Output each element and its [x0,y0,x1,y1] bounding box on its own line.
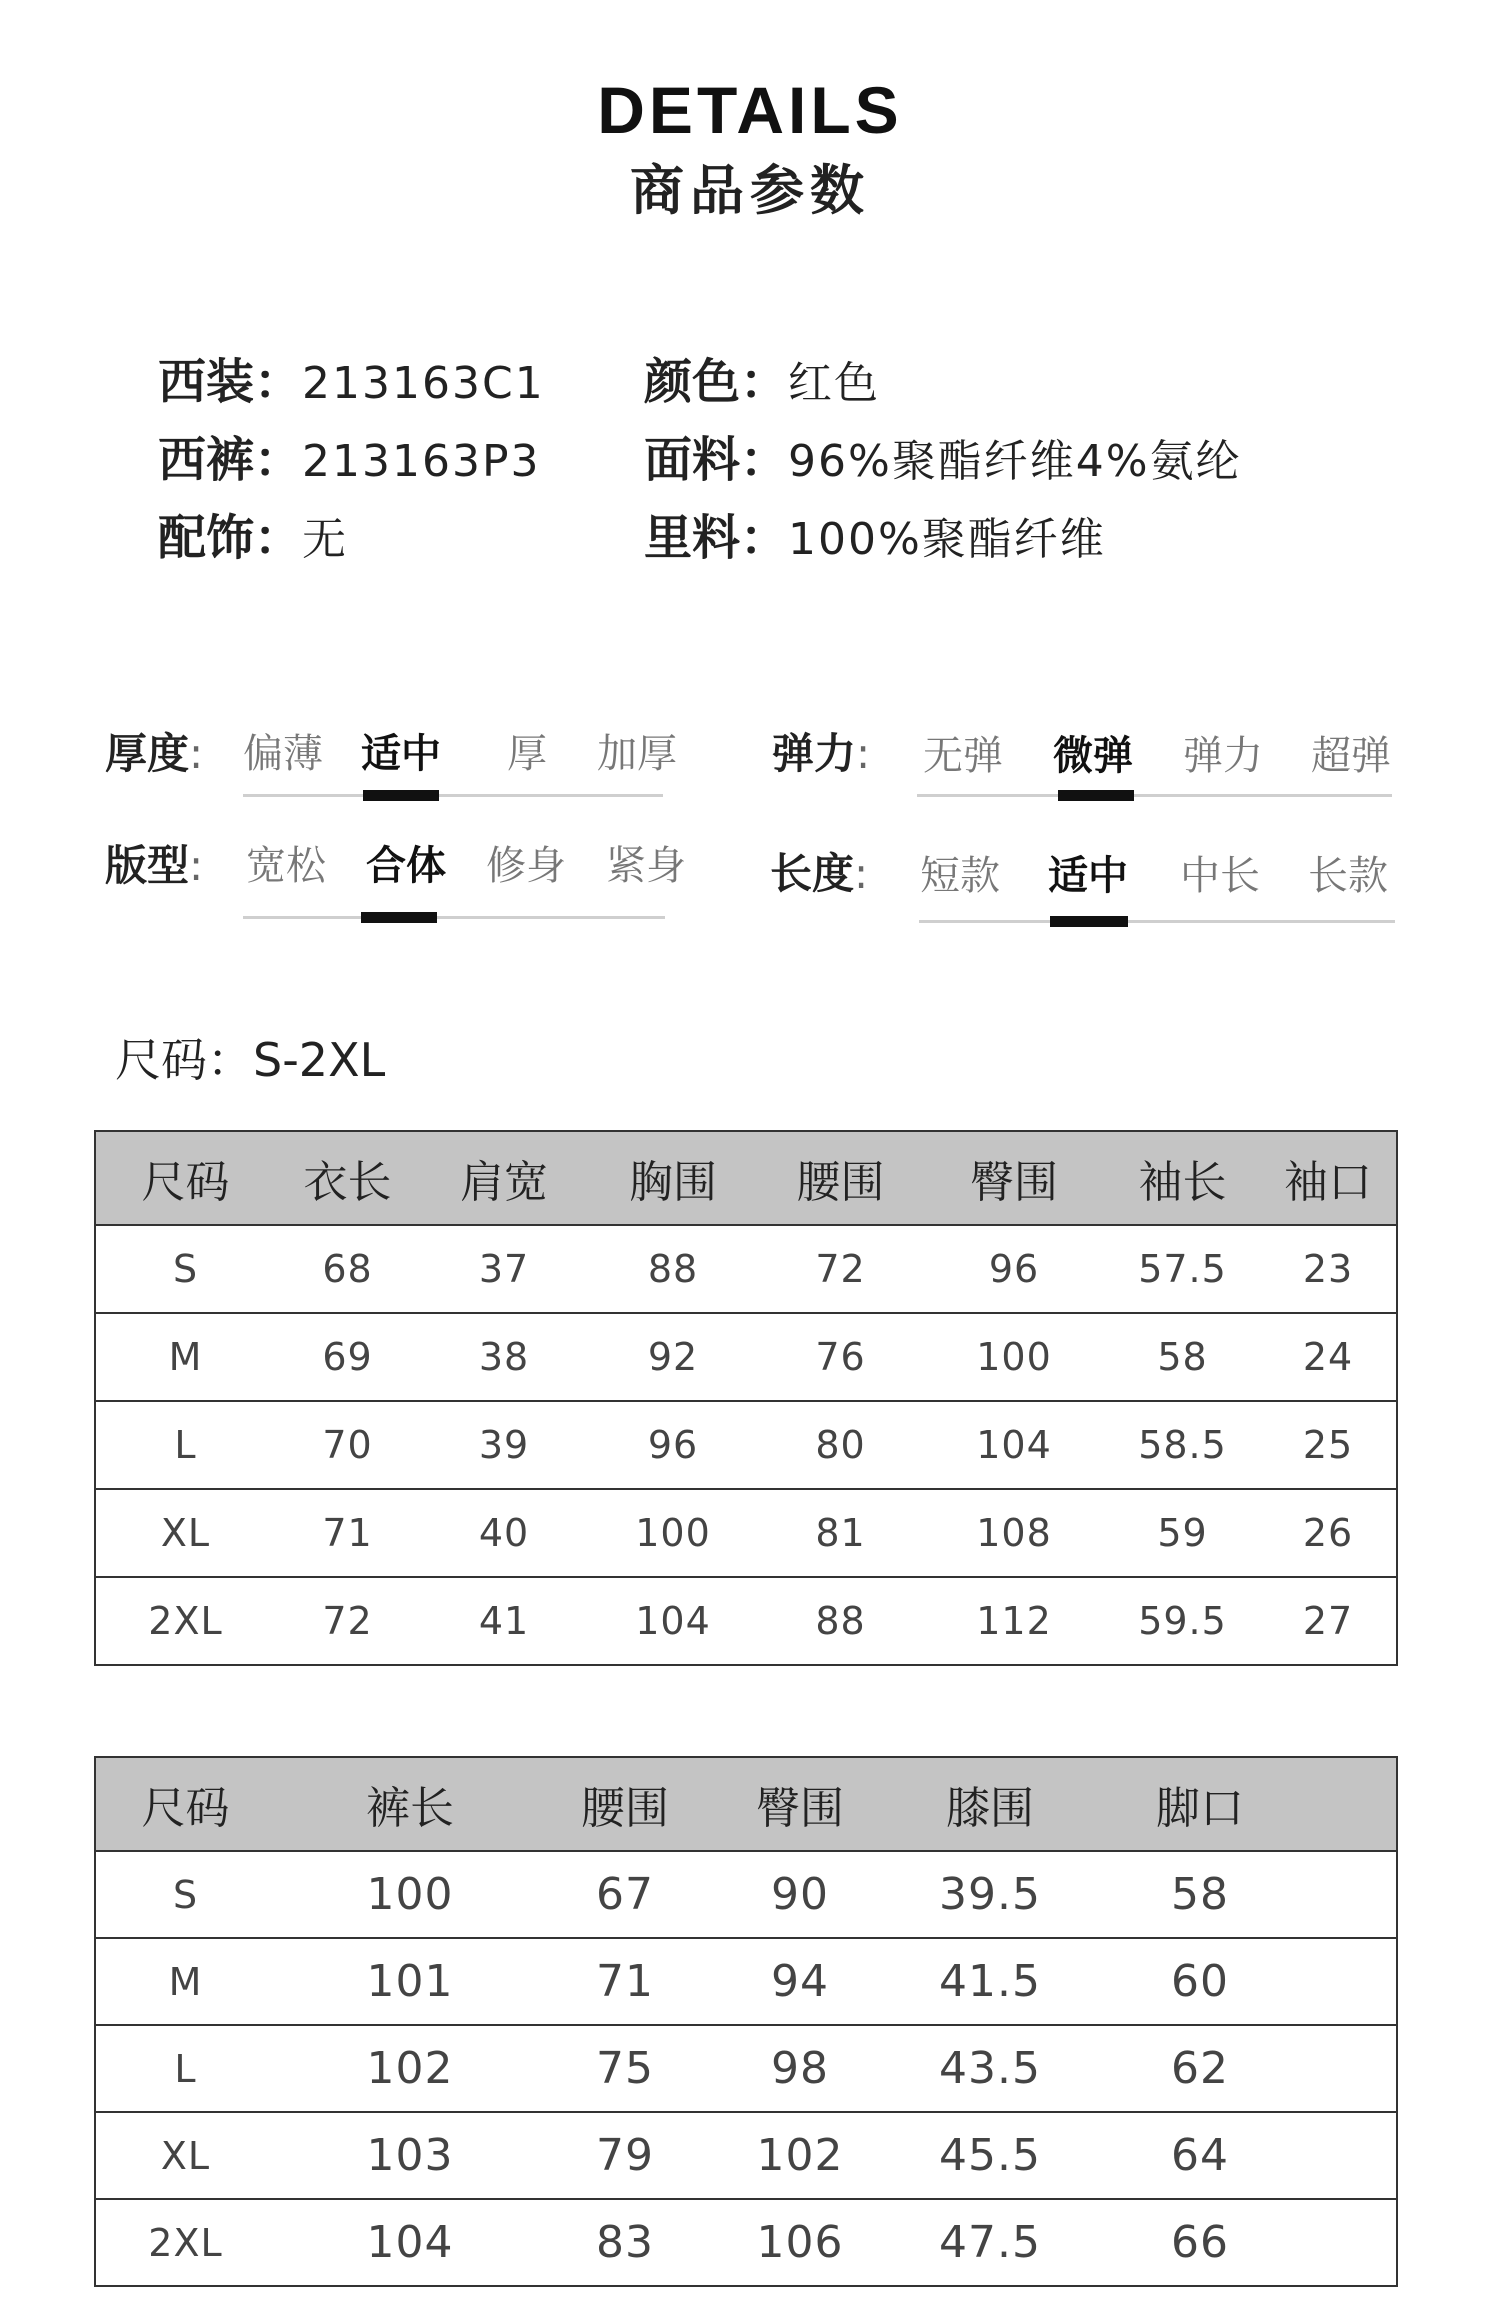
table-cell: 88 [758,1577,923,1665]
table-cell: 64 [1085,2112,1315,2199]
spec-key: 西装： [158,354,303,410]
table-cell: 103 [275,2112,545,2199]
spec-value: 213163C1 [302,358,545,409]
table-cell: S [95,1851,275,1938]
table-cell: 104 [588,1577,758,1665]
table-row [95,2199,1397,2286]
table-cell: 45.5 [895,2112,1085,2199]
spec-pants [158,430,541,492]
attr-thickness-track [243,794,663,797]
table-cell: XL [95,2112,275,2199]
spec-accessory [158,508,348,570]
table-header-cell: 胸围 [588,1131,758,1225]
attr-fit-option: 宽松 [246,843,326,889]
table-cell: 83 [545,2199,705,2286]
table-cell: 41 [420,1577,588,1665]
table-header-cell: 肩宽 [420,1131,588,1225]
table-cell: 96 [588,1401,758,1489]
table-header-cell: 膝围 [895,1757,1085,1851]
table-cell: S [95,1225,275,1313]
attr-elasticity-label: 弹力: [772,729,871,778]
attr-length-option: 中长 [1180,853,1260,899]
table-header-cell: 臀围 [705,1757,895,1851]
table-cell: L [95,1401,275,1489]
table-header-cell: 裤长 [275,1757,545,1851]
table-cell: 104 [275,2199,545,2286]
table-header-cell: 袖长 [1105,1131,1260,1225]
table-cell: 40 [420,1489,588,1577]
table-header-cell: 臀围 [923,1131,1105,1225]
table-header-cell: 尺码 [95,1131,275,1225]
table-cell: 24 [1260,1313,1397,1401]
spec-key: 里料： [644,510,789,566]
table-row [95,1938,1397,2025]
table-cell: 100 [923,1313,1105,1401]
spec-value: 红色 [788,358,881,409]
attr-thickness-option: 厚 [507,731,547,777]
table-cell: 58 [1105,1313,1260,1401]
table-cell: XL [95,1489,275,1577]
table-cell: L [95,2025,275,2112]
attr-thickness-marker [363,790,439,801]
spec-value: 无 [302,514,349,565]
table-cell: 88 [588,1225,758,1313]
table-cell: 71 [545,1938,705,2025]
table-header-cell: 腰围 [758,1131,923,1225]
table-cell: 76 [758,1313,923,1401]
table-row [95,1851,1397,1938]
attr-fit-option: 修身 [486,843,566,889]
attr-length-option: 短款 [920,853,1000,899]
table-cell: 106 [705,2199,895,2286]
attr-fit-option: 紧身 [606,843,686,889]
attr-thickness-label: 厚度: [105,729,204,778]
spec-color [644,352,880,414]
table-spacer-cell [1315,2199,1397,2286]
pants-size-table [94,1756,1398,2287]
table-cell: M [95,1313,275,1401]
size-range-label: 尺码：S-2XL [115,1033,386,1087]
table-cell: M [95,1938,275,2025]
table-cell: 101 [275,1938,545,2025]
spec-key: 西裤： [158,432,303,488]
attr-thickness-option: 加厚 [597,731,677,777]
table-cell: 43.5 [895,2025,1085,2112]
table-row [95,1489,1397,1577]
spec-value: 96%聚酯纤维4%氨纶 [788,436,1242,487]
table-row [95,2025,1397,2112]
table-spacer-cell [1315,2112,1397,2199]
table-row [95,1313,1397,1401]
table-cell: 75 [545,2025,705,2112]
attr-elasticity-option: 超弹 [1311,733,1391,779]
jacket-size-table [94,1130,1398,1666]
page-title-en: DETAILS [597,73,903,147]
spec-value: 100%聚酯纤维 [788,514,1106,565]
table-cell: 100 [275,1851,545,1938]
table-cell: 92 [588,1313,758,1401]
table-cell: 72 [275,1577,420,1665]
spec-key: 颜色： [644,354,789,410]
spec-key: 面料： [644,432,789,488]
table-cell: 66 [1085,2199,1315,2286]
table-cell: 69 [275,1313,420,1401]
table-header-cell: 尺码 [95,1757,275,1851]
table-cell: 59.5 [1105,1577,1260,1665]
table-header-row [95,1757,1397,1851]
attr-fit-marker [361,912,437,923]
attr-length-option: 长款 [1308,853,1388,899]
table-spacer-cell [1315,2025,1397,2112]
table-cell: 26 [1260,1489,1397,1577]
spec-key: 配饰： [158,510,303,566]
table-cell: 68 [275,1225,420,1313]
table-header-row [95,1131,1397,1225]
table-cell: 98 [705,2025,895,2112]
table-cell: 39.5 [895,1851,1085,1938]
table-cell: 58 [1085,1851,1315,1938]
table-header-spacer [1315,1757,1397,1851]
table-header-cell: 脚口 [1085,1757,1315,1851]
attr-elasticity-option-selected: 微弹 [1053,733,1133,779]
table-cell: 38 [420,1313,588,1401]
attr-thickness-option-selected: 适中 [361,731,441,777]
table-cell: 70 [275,1401,420,1489]
attr-elasticity-option: 无弹 [923,733,1003,779]
table-cell: 104 [923,1401,1105,1489]
table-cell: 90 [705,1851,895,1938]
table-header-cell: 袖口 [1260,1131,1397,1225]
table-spacer-cell [1315,1938,1397,2025]
attr-fit-option-selected: 合体 [366,843,446,889]
attr-length-label: 长度: [770,849,869,898]
table-cell: 108 [923,1489,1105,1577]
table-cell: 41.5 [895,1938,1085,2025]
table-cell: 67 [545,1851,705,1938]
table-cell: 47.5 [895,2199,1085,2286]
table-row [95,1577,1397,1665]
table-cell: 57.5 [1105,1225,1260,1313]
table-cell: 94 [705,1938,895,2025]
table-row [95,2112,1397,2199]
table-cell: 2XL [95,1577,275,1665]
table-cell: 71 [275,1489,420,1577]
table-header-cell: 衣长 [275,1131,420,1225]
attr-thickness-option: 偏薄 [243,731,323,777]
table-cell: 96 [923,1225,1105,1313]
attr-elasticity-option: 弹力 [1183,733,1263,779]
attr-length-track [919,920,1395,923]
attr-length-option-selected: 适中 [1048,853,1128,899]
table-cell: 25 [1260,1401,1397,1489]
table-cell: 23 [1260,1225,1397,1313]
attr-fit-track [243,916,665,919]
attr-length-marker [1050,916,1128,927]
table-cell: 112 [923,1577,1105,1665]
table-cell: 80 [758,1401,923,1489]
table-spacer-cell [1315,1851,1397,1938]
page-title-cn: 商品参数 [630,159,870,222]
spec-value: 213163P3 [302,436,541,487]
attr-elasticity-track [917,794,1392,797]
table-row [95,1401,1397,1489]
table-cell: 58.5 [1105,1401,1260,1489]
spec-fabric [644,430,1242,492]
table-cell: 60 [1085,1938,1315,2025]
table-row [95,1225,1397,1313]
table-cell: 2XL [95,2199,275,2286]
table-cell: 81 [758,1489,923,1577]
table-cell: 39 [420,1401,588,1489]
table-cell: 102 [275,2025,545,2112]
table-cell: 79 [545,2112,705,2199]
table-cell: 102 [705,2112,895,2199]
table-cell: 72 [758,1225,923,1313]
spec-lining [644,508,1106,570]
table-header-cell: 腰围 [545,1757,705,1851]
attr-fit-label: 版型: [105,841,204,890]
attr-elasticity-marker [1058,790,1134,801]
table-cell: 62 [1085,2025,1315,2112]
table-cell: 100 [588,1489,758,1577]
spec-suit [158,352,545,414]
table-cell: 37 [420,1225,588,1313]
table-cell: 27 [1260,1577,1397,1665]
table-cell: 59 [1105,1489,1260,1577]
